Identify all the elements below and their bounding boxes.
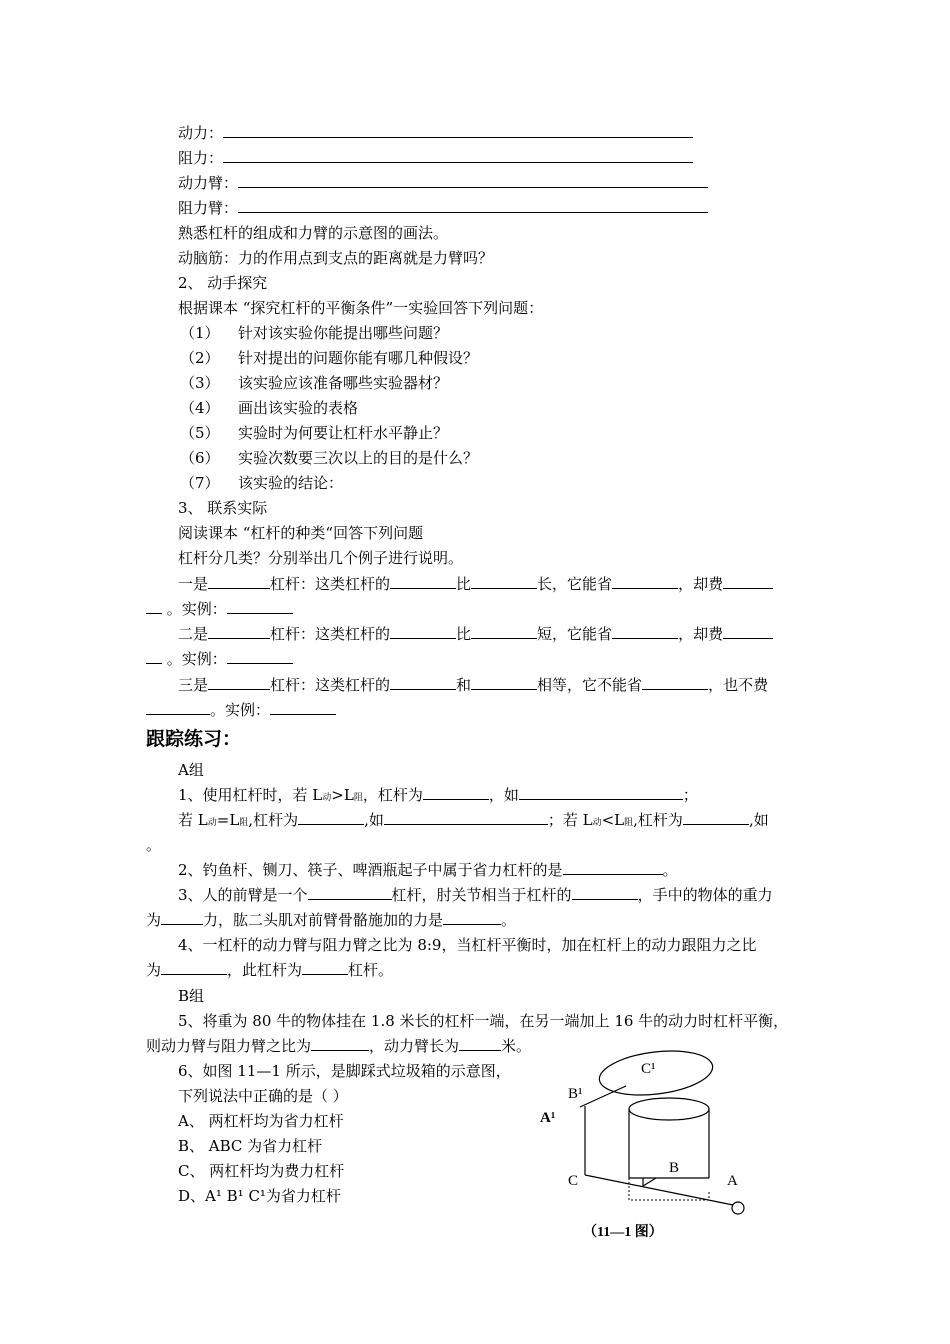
text: 1、使用杠杆时，若 L [178, 786, 323, 804]
label-c: C [568, 1173, 579, 1189]
section2-intro: 根据课本 “探究杠杆的平衡条件”一实验回答下列问题： [178, 299, 544, 317]
item-number: （6） [180, 449, 220, 467]
text: 短，它能省 [537, 625, 613, 643]
section2-title: 2、 动手探究 [178, 274, 268, 292]
pedal-support-hyp [643, 1178, 656, 1186]
section3-intro: 阅读课本 “杠杆的种类“回答下列问题 [178, 524, 424, 542]
question-1 [178, 785, 698, 808]
text: 3、人的前臂是一个 [178, 886, 308, 904]
text: ，此杠杆为 [227, 961, 303, 979]
answer-blank[interactable] [572, 885, 638, 900]
text: 。 [501, 911, 517, 929]
lever-kind-three [178, 675, 768, 695]
label-b1: B¹ [568, 1086, 583, 1102]
trash-bin-figure [540, 1040, 800, 1220]
think-text: 动脑筋：力的作用点到支点的距离就是力臂吗？ [178, 249, 494, 267]
text: ,如 [748, 811, 769, 829]
item-text: 画出该实验的表格 [238, 399, 359, 417]
question-4: 4、一杠杆的动力臂与阻力臂之比为 8:9，当杠杆平衡时，加在杠杆上的动力跟阻力之比 [178, 936, 757, 954]
answer-blank[interactable] [223, 123, 693, 138]
text: =L [216, 811, 240, 829]
text: 力，肱二头肌对前臂骨骼施加的力是 [203, 911, 444, 929]
answer-blank[interactable] [683, 810, 749, 825]
label-c1: C¹ [641, 1061, 656, 1077]
answer-blank[interactable] [227, 599, 293, 614]
lever-kind-one [178, 574, 773, 594]
answer-blank[interactable] [270, 700, 336, 715]
text: ，却费 [678, 575, 724, 593]
answer-blank[interactable] [223, 148, 693, 163]
practice-heading: 跟踪练习： [146, 728, 242, 750]
text: 比 [456, 575, 472, 593]
label-a1: A¹ [540, 1110, 556, 1126]
text: 2、钓鱼杆、铡刀、筷子、啤酒瓶起子中属于省力杠杆的是 [178, 861, 563, 879]
answer-blank[interactable] [471, 574, 537, 589]
text: ，也不费 [708, 676, 769, 694]
question-1-cont [178, 810, 769, 833]
answer-blank[interactable] [227, 649, 293, 664]
answer-blank[interactable] [384, 810, 548, 825]
answer-blank[interactable] [146, 649, 162, 664]
option-c[interactable]: C、 两杠杆均为费力杠杆 [178, 1162, 345, 1180]
text: 相等，它不能省 [537, 676, 643, 694]
answer-blank[interactable] [238, 198, 708, 213]
answer-blank[interactable] [161, 910, 203, 925]
text: 米。 [501, 1037, 532, 1055]
text: 。实例： [166, 650, 227, 668]
text: 若 L [178, 811, 208, 829]
pedal-circle [732, 1202, 744, 1214]
text: 杠杆：这类杠杆的 [270, 676, 391, 694]
lever-kind-one-cont [146, 599, 293, 619]
text: 。 [662, 861, 678, 879]
answer-blank[interactable] [443, 910, 501, 925]
upper-lever [580, 1086, 626, 1107]
answer-blank[interactable] [390, 624, 456, 639]
text: ，动力臂长为 [369, 1037, 460, 1055]
item-number: （7） [180, 474, 220, 492]
text: ，却费 [678, 625, 724, 643]
item-number: （2） [180, 349, 220, 367]
answer-blank[interactable] [208, 574, 270, 589]
answer-blank[interactable] [423, 785, 489, 800]
bin-rim [629, 1098, 709, 1120]
answer-blank[interactable] [459, 1036, 501, 1051]
list-item [180, 448, 478, 468]
list-item [180, 323, 448, 343]
item-number: （3） [180, 374, 220, 392]
text: 和 [456, 676, 472, 694]
answer-blank[interactable] [208, 675, 270, 690]
item-text: 实验次数要三次以上的目的是什么？ [238, 449, 479, 467]
subscript: 阻 [624, 818, 634, 828]
answer-blank[interactable] [612, 574, 678, 589]
definition-label: 动力臂： [178, 174, 239, 192]
definition-label: 阻力： [178, 149, 224, 167]
text: 长，它能省 [537, 575, 613, 593]
text: 。实例： [210, 701, 271, 719]
answer-blank[interactable] [723, 624, 773, 639]
item-number: （1） [180, 324, 220, 342]
text: >L [331, 786, 354, 804]
answer-blank[interactable] [146, 700, 210, 715]
lever-kind-two [178, 624, 773, 644]
answer-blank[interactable] [298, 810, 364, 825]
label-b: B [669, 1160, 680, 1176]
group-a-label: A组 [178, 761, 204, 779]
question-6-cont: 下列说法中正确的是（ ） [178, 1087, 348, 1105]
lever-kind-two-cont [146, 649, 293, 669]
text: ，如 [488, 786, 519, 804]
answer-blank[interactable] [311, 1036, 369, 1051]
answer-blank[interactable] [161, 960, 227, 975]
answer-blank[interactable] [723, 574, 773, 589]
question-5: 5、将重为 80 牛的物体挂在 1.8 米长的杠杆一端，在另一端加上 16 牛的动力时杠杆平衡， [178, 1012, 789, 1030]
item-text: 针对提出的问题你能有哪几种假设？ [238, 349, 479, 367]
question-4-cont [146, 960, 393, 980]
familiar-text: 熟悉杠杆的组成和力臂的示意图的画法。 [178, 224, 449, 242]
list-item [180, 348, 478, 368]
question-1-end: 。 [146, 836, 162, 854]
text: ；若 L [547, 811, 593, 829]
lid-ellipse [597, 1045, 715, 1101]
text: ； [682, 786, 698, 804]
question-5-cont [146, 1036, 531, 1056]
answer-blank[interactable] [146, 599, 162, 614]
subscript: 阻 [353, 793, 363, 803]
answer-blank[interactable] [471, 624, 537, 639]
list-item [180, 398, 358, 418]
question-3-cont [146, 910, 516, 930]
answer-blank[interactable] [302, 960, 348, 975]
definition-power [178, 123, 693, 143]
text: 一是 [178, 575, 209, 593]
text: ,杠杆为 [633, 811, 683, 829]
text: <L [601, 811, 625, 829]
group-b-label: B组 [178, 987, 205, 1005]
definition-power-arm [178, 173, 708, 193]
item-text: 该实验的结论： [238, 474, 344, 492]
item-text: 该实验应该准备哪些实验器材？ [238, 374, 449, 392]
section3-question: 杠杆分几类？分别举出几个例子进行说明。 [178, 549, 464, 567]
answer-blank[interactable] [519, 785, 683, 800]
answer-blank[interactable] [208, 624, 270, 639]
text: ，杠杆为 [362, 786, 423, 804]
text: 为 [146, 961, 162, 979]
text: ,如 [364, 811, 384, 829]
list-item [180, 423, 448, 443]
item-text: 实验时为何要让杠杆水平静止？ [238, 424, 449, 442]
list-item [180, 373, 448, 393]
text: 。实例： [166, 600, 227, 618]
text: 则动力臂与阻力臂之比为 [146, 1037, 312, 1055]
definition-label: 阻力臂： [178, 199, 239, 217]
subscript: 阻 [239, 818, 249, 828]
definition-resistance-arm [178, 198, 708, 218]
lever-kind-three-cont [146, 700, 336, 720]
question-3 [178, 885, 773, 905]
text: 杠杆，肘关节相当于杠杆的 [391, 886, 572, 904]
answer-blank[interactable] [238, 173, 708, 188]
definition-label: 动力： [178, 124, 224, 142]
text: 杠杆。 [348, 961, 394, 979]
text: 杠杆：这类杠杆的 [270, 625, 391, 643]
figure-caption: （11—1 图） [583, 1225, 663, 1240]
answer-blank[interactable] [308, 885, 392, 900]
answer-blank[interactable] [612, 624, 678, 639]
option-b[interactable]: B、 ABC 为省力杠杆 [178, 1137, 323, 1155]
item-number: （4） [180, 399, 220, 417]
subscript: 动 [322, 793, 332, 803]
option-a[interactable]: A、 两杠杆均为省力杠杆 [178, 1112, 344, 1130]
text: 三是 [178, 676, 209, 694]
answer-blank[interactable] [390, 675, 456, 690]
text: ，手中的物体的重力 [637, 886, 773, 904]
section3-title: 3、 联系实际 [178, 499, 268, 517]
question-2 [178, 860, 678, 880]
text: 为 [146, 911, 162, 929]
base-dotted [629, 1178, 709, 1200]
question-6: 6、如图 11—1 所示，是脚踩式垃圾箱的示意图， [178, 1062, 511, 1080]
list-item [180, 473, 343, 493]
answer-blank[interactable] [563, 860, 663, 875]
answer-blank[interactable] [642, 675, 708, 690]
text: 二是 [178, 625, 209, 643]
label-a: A [727, 1173, 738, 1189]
text: ,杠杆为 [248, 811, 299, 829]
option-d[interactable]: D、A¹ B¹ C¹为省力杠杆 [178, 1187, 341, 1205]
item-text: 针对该实验你能提出哪些问题？ [238, 324, 449, 342]
subscript: 动 [207, 818, 217, 828]
answer-blank[interactable] [390, 574, 456, 589]
subscript: 动 [592, 818, 602, 828]
text: 杠杆：这类杠杆的 [270, 575, 391, 593]
text: 比 [456, 625, 472, 643]
item-number: （5） [180, 424, 220, 442]
definition-resistance [178, 148, 693, 168]
answer-blank[interactable] [471, 675, 537, 690]
